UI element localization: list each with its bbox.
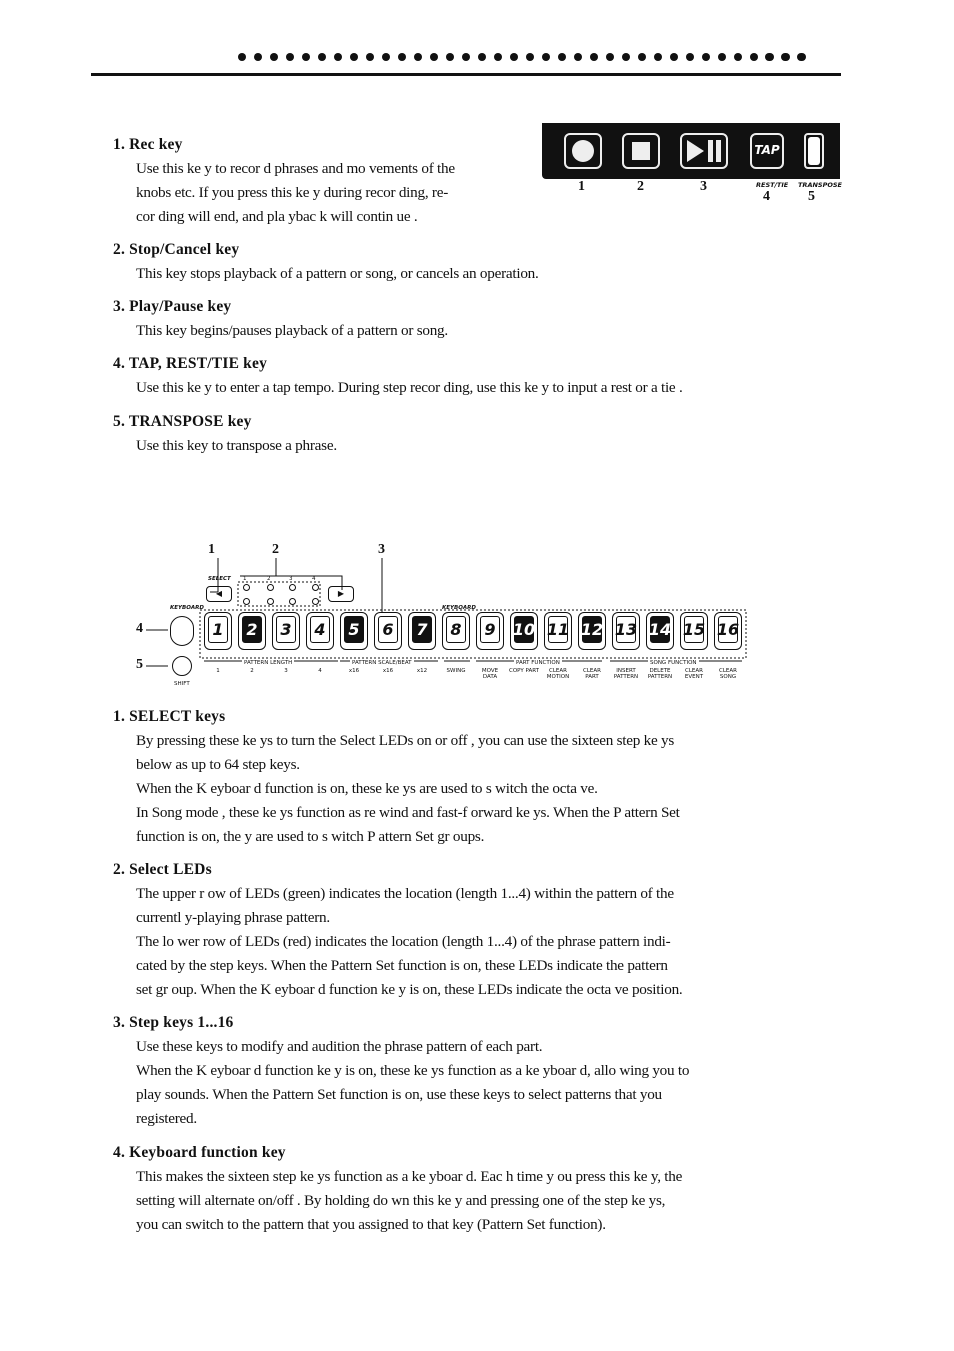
header-dot [702, 53, 710, 61]
header-dot [238, 53, 246, 61]
header-dot [350, 53, 358, 61]
led-number-4: 4 [312, 576, 316, 582]
step-key-4 [306, 612, 334, 650]
keyboard-function-key [170, 616, 194, 646]
header-dot [654, 53, 662, 61]
header-dot [334, 53, 342, 61]
item-body: Use these keys to modify and audition the phrase pattern of each part. When the K eyboar d function ke y is on, these ke ys function as a ke yboar d, allo wing you to play sounds. When the Pattern Set function is on, use these keys to select patterns that you registered. [136, 1038, 690, 1127]
select-right-button: ▶ [328, 586, 354, 602]
step-key-number: 7 [412, 616, 432, 643]
keyboard-label-left: KEYBOARD [170, 605, 204, 611]
function-sublabel: 3 [284, 668, 288, 674]
header-dot [526, 53, 534, 61]
step-key-9 [476, 612, 504, 650]
header-dot [670, 53, 678, 61]
header-dot [270, 53, 278, 61]
step-key-15 [680, 612, 708, 650]
callout-4: 4 [136, 621, 143, 636]
step-key-3 [272, 612, 300, 650]
item-body: This key begins/pauses playback of a pattern or song. [136, 322, 448, 339]
rec-button [564, 133, 602, 169]
play-key-item [113, 297, 773, 343]
step-key-number: 1 [208, 616, 228, 643]
step-key-number: 15 [684, 616, 704, 643]
step-key-number: 2 [242, 616, 262, 643]
step-key-number: 14 [650, 616, 670, 643]
shift-key [172, 656, 192, 676]
function-sublabel: CLEAR EVENT [684, 668, 704, 680]
stop-button [622, 133, 660, 169]
callout-3: 3 [378, 542, 385, 557]
header-dot [686, 53, 694, 61]
item-title: 4. TAP, REST/TIE key [113, 355, 268, 372]
item-body: Use this key to transpose a phrase. [136, 437, 337, 454]
item-title: 4. Keyboard function key [113, 1144, 286, 1161]
header-dot [622, 53, 630, 61]
tap-key-item [113, 354, 773, 400]
keyboard-function-item [113, 1143, 773, 1237]
select-led [267, 584, 274, 591]
function-sublabel: COPY PART [509, 668, 539, 674]
header-dot [574, 53, 582, 61]
select-leds-item [113, 860, 773, 1002]
step-key-6 [374, 612, 402, 650]
step-key-2 [238, 612, 266, 650]
rest-tie-label: REST/TIE [756, 181, 789, 189]
header-dot [462, 53, 470, 61]
group-pattern-length: PATTERN LENGTH [244, 660, 293, 666]
item-title: 1. Rec key [113, 136, 183, 153]
function-sublabel: SWING [446, 668, 466, 674]
step-key-7 [408, 612, 436, 650]
header-dot [542, 53, 550, 61]
transpose-button [804, 133, 824, 169]
panel-number-2: 2 [637, 179, 644, 194]
function-sublabel: 4 [318, 668, 322, 674]
item-title: 5. TRANSPOSE key [113, 413, 252, 430]
step-key-number: 9 [480, 616, 500, 643]
step-key-number: 16 [718, 616, 738, 643]
header-dot [254, 53, 262, 61]
step-key-number: 6 [378, 616, 398, 643]
select-left-button: ◀ [206, 586, 232, 602]
header-dot [638, 53, 646, 61]
select-keys-item [113, 707, 773, 849]
item-title: 2. Stop/Cancel key [113, 241, 240, 258]
header-dot [398, 53, 406, 61]
step-key-number: 11 [548, 616, 568, 643]
header-dot [590, 53, 598, 61]
header-dot [302, 53, 310, 61]
play-pause-button [680, 133, 728, 169]
step-key-10 [510, 612, 538, 650]
header-rule [91, 73, 841, 76]
group-pattern-scale: PATTERN SCALE/BEAT [352, 660, 412, 666]
header-dot [781, 53, 789, 61]
header-dot [734, 53, 742, 61]
transport-panel [542, 123, 840, 179]
function-sublabel: CLEAR SONG [719, 668, 737, 680]
group-part-function: PART FUNCTION [516, 660, 560, 666]
item-body: By pressing these ke ys to turn the Select LEDs on or off , you can use the sixteen step ke ys below as up to 64 step keys. When the K eyboar d function is on, these ke ys are used to s witch the octa ve. In Song mode , these ke ys function as re wind and fast-f orward ke ys. When the P attern Set function is on, the y are used to s witch P attern Set gr oups. [136, 732, 680, 845]
header-dot [494, 53, 502, 61]
play-pause-icon [682, 135, 726, 167]
item-body: This key stops playback of a pattern or song, or cancels an operation. [136, 265, 539, 282]
step-key-16 [714, 612, 742, 650]
header-dot [510, 53, 518, 61]
select-led [289, 598, 296, 605]
transpose-label: TRANSPOSE [798, 181, 843, 189]
header-dot-row [238, 53, 806, 61]
step-key-14 [646, 612, 674, 650]
item-body: Use this ke y to enter a tap tempo. During step recor ding, use this ke y to input a rest or a tie . [136, 379, 683, 396]
stop-icon [632, 142, 650, 160]
callout-1: 1 [208, 542, 215, 557]
step-key-number: 13 [616, 616, 636, 643]
tap-button [750, 133, 784, 169]
select-led [243, 584, 250, 591]
step-key-number: 10 [514, 616, 534, 643]
header-dot [366, 53, 374, 61]
select-led [289, 584, 296, 591]
group-song-function: SONG FUNCTION [650, 660, 697, 666]
step-key-12 [578, 612, 606, 650]
item-title: 2. Select LEDs [113, 861, 212, 878]
item-title: 3. Step keys 1...16 [113, 1014, 234, 1031]
header-dot [750, 53, 758, 61]
step-key-number: 8 [446, 616, 466, 643]
header-dot [558, 53, 566, 61]
shift-label: SHIFT [174, 681, 190, 687]
step-keys-diagram [130, 540, 770, 690]
step-key-13 [612, 612, 640, 650]
select-label: SELECT [208, 576, 231, 582]
step-keys-item [113, 1013, 773, 1131]
callout-2: 2 [272, 542, 279, 557]
header-dot [446, 53, 454, 61]
select-led [267, 598, 274, 605]
step-key-8 [442, 612, 470, 650]
step-key-5 [340, 612, 368, 650]
header-dot [382, 53, 390, 61]
item-body: The upper r ow of LEDs (green) indicates the location (length 1...4) within the pattern of the currentl y-playing phrase pattern. The lo wer row of LEDs (red) indicates the location (length 1...4) of the phrase pattern indi- cated by the step keys. When the Pattern Set function is on, these LEDs indicate the pattern set gr oup. When the K eyboar d function ke y is on, these LEDs indicate the octa ve position. [136, 885, 683, 998]
item-body: This makes the sixteen step ke ys function as a ke yboar d. Eac h time y ou press this ke y, the setting will alternate on/off . By holding do wn this ke y and pressing one of the step ke ys, you can switch to the pattern that you assigned to that key (Pattern Set function). [136, 1168, 683, 1233]
header-dot [478, 53, 486, 61]
function-sublabel: 1 [216, 668, 220, 674]
header-dot [286, 53, 294, 61]
header-dot [718, 53, 726, 61]
record-icon [572, 140, 594, 162]
function-sublabel: DELETE PATTERN [647, 668, 673, 680]
function-sublabel: MOVE DATA [481, 668, 499, 680]
step-key-number: 4 [310, 616, 330, 643]
panel-number-3: 3 [700, 179, 707, 194]
keyboard-label-right: KEYBOARD [442, 605, 476, 611]
header-dot [765, 53, 773, 61]
select-led [312, 598, 319, 605]
callout-5: 5 [136, 657, 143, 672]
panel-number-5: 5 [808, 189, 815, 204]
led-number-3: 3 [289, 576, 293, 582]
item-title: 3. Play/Pause key [113, 298, 232, 315]
stop-key-item [113, 240, 773, 286]
item-body: Use this ke y to recor d phrases and mo vements of the knobs etc. If you press this ke y during recor ding, re- cor ding will end, and pla ybac k will contin ue . [136, 160, 455, 225]
header-dot [797, 53, 805, 61]
led-number-1: 1 [243, 576, 247, 582]
tap-label: TAP [754, 143, 780, 157]
header-dot [318, 53, 326, 61]
panel-number-4: 4 [763, 189, 770, 204]
function-sublabel: x12 [416, 668, 428, 674]
function-sublabel: 2 [250, 668, 254, 674]
function-sublabel: x16 [348, 668, 360, 674]
function-sublabel: CLEAR PART [583, 668, 601, 680]
function-sublabel: CLEAR MOTION [546, 668, 570, 680]
step-key-number: 12 [582, 616, 602, 643]
transpose-key-item [113, 412, 773, 458]
step-key-1 [204, 612, 232, 650]
header-dot [606, 53, 614, 61]
step-key-number: 5 [344, 616, 364, 643]
panel-number-1: 1 [578, 179, 585, 194]
header-dot [414, 53, 422, 61]
item-title: 1. SELECT keys [113, 708, 226, 725]
function-sublabel: INSERT PATTERN [613, 668, 639, 680]
step-key-number: 3 [276, 616, 296, 643]
select-led [243, 598, 250, 605]
function-sublabel: x16 [382, 668, 394, 674]
step-key-11 [544, 612, 572, 650]
select-led [312, 584, 319, 591]
header-dot [430, 53, 438, 61]
led-number-2: 2 [267, 576, 271, 582]
